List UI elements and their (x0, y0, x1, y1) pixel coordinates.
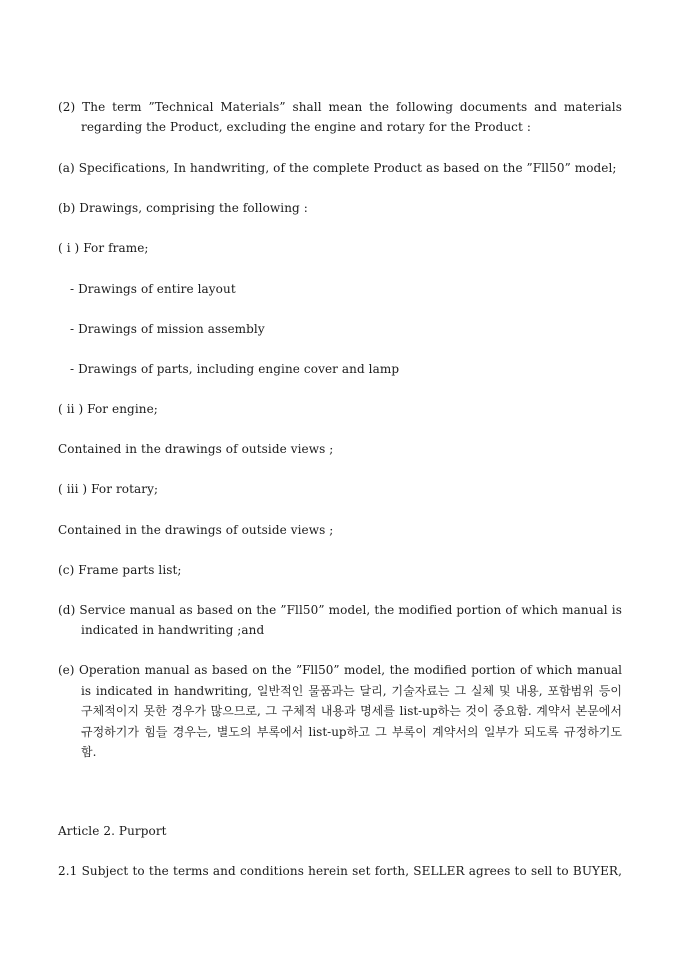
item-b-drawings: (b) Drawings, comprising the following : (58, 201, 308, 215)
item-iii-rotary: ( iii ) For rotary; (58, 482, 159, 496)
item-i-frame: ( i ) For frame; (58, 241, 149, 255)
section-2-1-text: 2.1 Subject to the terms and conditions herein set forth, SELLER agrees to sell to BUYER, (58, 864, 622, 878)
item-a-specifications: (a) Specifications, In handwriting, of the complete Product as based on the ”Fll50” model; (58, 161, 617, 175)
item-d-service-manual: (d) Service manual as based on the ”Fll50” model, the modified portion of which manual is indicated in handwriting ;and (58, 603, 622, 637)
item-e-operation-manual: (e) Operation manual as based on the ”Fll50” model, the modified portion of which manual is indicated in handwriting, 일반적인 물품과는 달리, 기술자료는 그 실체 및 내용, 포함범위 등이 구체적이지 못한 경우가 많으므로, 그 구체적 내용과 명세를 list-up하는 것이 중요함. 계약서 본문에서 규정하기가 힘들 경우는, 별도의 부록에서 list-up하고 그 부록이 계약서의 일부가 되도록 규정하기도 함. (58, 663, 622, 759)
article-2-heading: Article 2. Purport (58, 824, 167, 838)
item-ii-engine: ( ii ) For engine; (58, 402, 158, 416)
item-iii-outside-views: Contained in the drawings of outside views ; (58, 523, 334, 537)
item-i-mission-assembly: - Drawings of mission assembly (70, 322, 265, 336)
item-i-entire-layout: - Drawings of entire layout (70, 282, 236, 296)
item-c-frame-parts-list: (c) Frame parts list; (58, 563, 182, 577)
item-ii-outside-views: Contained in the drawings of outside views ; (58, 442, 334, 456)
paragraph-2-technical-materials: (2) The term ”Technical Materials” shall mean the following documents and materials regarding the Product, excluding the engine and rotary for the Product : (58, 100, 622, 134)
item-i-parts: - Drawings of parts, including engine cover and lamp (70, 362, 400, 376)
